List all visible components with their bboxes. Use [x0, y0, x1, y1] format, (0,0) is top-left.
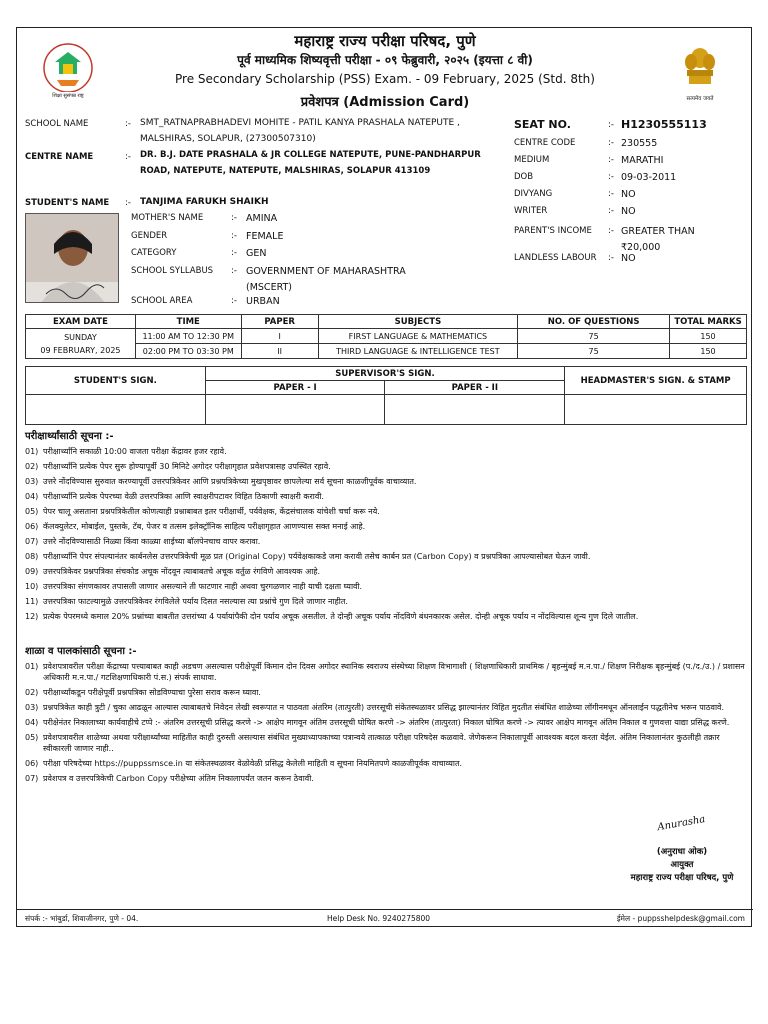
- instruction-item: [25, 551, 747, 562]
- instruction-text: परीक्षार्थ्यांकडून परीक्षेपूर्वी प्रश्नपत्रिका सोडविण्याचा पुरेसा सराव करून घ्यावा.: [43, 688, 261, 697]
- instruction-item: [25, 506, 747, 517]
- headmaster-sign-header: HEADMASTER'S SIGN. & STAMP: [565, 367, 747, 395]
- seat-detail-label: WRITER: [514, 206, 548, 216]
- instruction-text: प्रवेशपत्र व उत्तरपत्रिकेची Carbon Copy परीक्षेच्या अंतिम निकालापर्यंत जतन करून ठेवावी.: [43, 774, 314, 783]
- exam-schedule-table: [25, 314, 747, 359]
- separator: :-: [231, 213, 237, 223]
- seat-detail-label: PARENT'S INCOME: [514, 226, 592, 236]
- exam-date-cell: [26, 329, 136, 359]
- instruction-number: 02): [25, 688, 39, 697]
- separator: :-: [125, 198, 131, 208]
- seat-detail-value: NO: [621, 253, 636, 264]
- instruction-text: प्रत्येक पेपरमध्ये कमाल 20% प्रश्नांच्या बाबतीत उत्तरांच्या 4 पर्यायांपैकी दोन पर्याय अचूक असतील. ते दोन्ही अचूक पर्याय नोंदविणे बंधनकारक असेल. दोन्ही अचूक पर्याय न नोंदविल्यास शून्य गुण दिले जातील.: [43, 612, 639, 621]
- instruction-item: [25, 581, 747, 592]
- instruction-number: 02): [25, 462, 39, 471]
- instruction-number: 07): [25, 774, 39, 783]
- admission-card: [16, 27, 752, 927]
- student-detail-label: GENDER: [131, 231, 168, 241]
- student-name-value: TANJIMA FARUKH SHAIKH: [140, 197, 269, 207]
- student-detail-label: SCHOOL AREA: [131, 296, 193, 306]
- student-detail-value: URBAN: [246, 296, 280, 307]
- paper1-header: PAPER - I: [205, 381, 385, 395]
- header-subjects: SUBJECTS: [318, 315, 518, 329]
- separator: :-: [231, 248, 237, 258]
- instruction-item: [25, 661, 747, 683]
- instruction-number: 01): [25, 447, 39, 456]
- instruction-number: 04): [25, 718, 39, 727]
- separator: :-: [608, 172, 614, 182]
- instruction-text: परीक्षार्थ्यांनि प्रत्येक पेपर सुरू होण्यापूर्वी 30 मिनिटे अगोदर परीक्षागृहात प्रवेशपत्रासह उपस्थित रहावे.: [43, 462, 331, 471]
- instruction-item: [25, 536, 747, 547]
- instruction-item: [25, 717, 747, 728]
- seat-detail-label: DOB: [514, 172, 534, 182]
- paper2-header: PAPER - II: [385, 381, 565, 395]
- headmaster-sign-box: [565, 395, 747, 425]
- instruction-item: [25, 521, 747, 532]
- seat-detail-value: NO: [621, 189, 636, 200]
- instruction-number: 09): [25, 567, 39, 576]
- student-name-label: STUDENT'S NAME: [25, 198, 110, 208]
- instruction-text: परीक्षेनंतर निकालाच्या कार्यवाहीचे टप्पे :- अंतरिम उत्तरसूची प्रसिद्ध करणे -> आक्षेप मागवून अंतिम उत्तरसूची घोषित करणे -> अंतरिम (तात्पुरता) निकाल घोषित करणे -> त्यावर आक्षेप मागवून अंतिम निकाल व गुणवत्ता याद्या प्रसिद्ध करणे.: [43, 718, 730, 727]
- instruction-text: परीक्षार्थ्यांनि सकाळी 10:00 वाजता परीक्षा केंद्रावर हजर रहावे.: [43, 447, 227, 456]
- student-instructions-heading: परीक्षार्थ्यांसाठी सूचना :-: [25, 431, 114, 442]
- centre-name-value: DR. B.J. DATE PRASHALA & JR COLLEGE NATEPUTE, PUNE-PANDHARPUR ROAD, NATEPUTE, NATEPUTE, MALSHIRAS, SOLAPUR 413109: [140, 150, 481, 176]
- instruction-text: कॅलक्युलेटर, मोबाईल, पुस्तके, टॅब, पेजर व तत्सम इलेक्ट्रॉनिक साहित्य परीक्षागृहात आणण्यास सक्त मनाई आहे.: [43, 522, 366, 531]
- instruction-text: परीक्षार्थ्यांनि प्रत्येक पेपरच्या वेळी उत्तरपत्रिका आणि स्वाक्षरीपटावर विहित ठिकाणी स्वाक्षरी करावी.: [43, 492, 324, 501]
- instruction-number: 03): [25, 703, 39, 712]
- instruction-item: [25, 476, 747, 487]
- footer-email: ईमेल - puppsshelpdesk@gmail.com: [616, 914, 745, 923]
- instruction-text: पेपर चालू असताना प्रश्नपत्रिकेतील कोणत्याही प्रश्नाबाबत इतर परीक्षार्थी, पर्यवेक्षक, केंद्रसंचालक यांचेशी चर्चा करू नये.: [43, 507, 380, 516]
- student-photo: [25, 213, 119, 303]
- separator: :-: [125, 152, 131, 162]
- seat-detail-value: 09-03-2011: [621, 172, 677, 183]
- logo-motto: शिक्षा सुसंपन्न राष्ट्र: [52, 93, 84, 99]
- instruction-number: 03): [25, 477, 39, 486]
- header-questions: NO. OF QUESTIONS: [518, 315, 670, 329]
- separator: :-: [231, 296, 237, 306]
- instruction-item: [25, 732, 747, 754]
- authority-signature: Anurasha: [656, 813, 707, 834]
- instruction-number: 05): [25, 507, 39, 516]
- instruction-item: [25, 758, 747, 769]
- instruction-text: प्रवेशपत्रावरील शाळेच्या अथवा परीक्षार्थ्यांच्या माहितीत काही दुरुस्ती असल्यास संबंधित मुख्याध्यापकाच्या पत्रान्वये तात्काळ परीक्षा परिषदेस कळवावे. जेणेकरून निकालापूर्वी आवश्यक बदल करता येईल. अंतिम निकालानंतर कुठलीही तक्रार स्वीकारली जाणार नाही..: [43, 733, 720, 753]
- emblem-caption: सत्यमेव जयते: [686, 96, 714, 102]
- card-title: प्रवेशपत्र (Admission Card): [300, 95, 470, 110]
- instruction-item: [25, 446, 747, 457]
- separator: :-: [608, 155, 614, 165]
- seat-detail-value: 230555: [621, 138, 658, 149]
- separator: :-: [608, 189, 614, 199]
- instruction-number: 04): [25, 492, 39, 501]
- paper2-sign-box: [385, 395, 565, 425]
- seat-no-label: SEAT NO.: [514, 118, 571, 131]
- header-exam-date: EXAM DATE: [26, 315, 136, 329]
- separator: :-: [608, 138, 614, 148]
- instruction-number: 11): [25, 597, 39, 606]
- student-detail-label: SCHOOL SYLLABUS: [131, 266, 214, 276]
- seat-no-value: H1230555113: [621, 118, 707, 131]
- exam-date: 09 FEBRUARY, 2025: [40, 345, 121, 355]
- authority-name: (अनुराधा ओक): [656, 847, 708, 857]
- student-instructions: [25, 428, 747, 622]
- school-name-label: SCHOOL NAME: [25, 119, 89, 129]
- paper1-sign-box: [205, 395, 385, 425]
- student-sign-header: STUDENT'S SIGN.: [26, 367, 206, 395]
- separator: :-: [231, 266, 237, 276]
- separator: :-: [608, 206, 614, 216]
- separator: :-: [608, 253, 614, 263]
- student-detail-value: AMINA: [246, 213, 278, 224]
- seat-detail-value: GREATER THAN ₹20,000: [621, 226, 695, 253]
- questions-cell: 75: [518, 329, 670, 344]
- student-detail-value: GOVERNMENT OF MAHARASHTRA (MSCERT): [246, 266, 406, 293]
- authority-title: आयुक्त: [670, 860, 694, 870]
- student-detail-value: GEN: [246, 248, 267, 259]
- instruction-number: 07): [25, 537, 39, 546]
- instruction-text: उत्तरपत्रिका संगणकावर तपासली जाणार असल्याने ती फाटणार नाही अथवा चुरगळणार नाही याची दक्षता घ्यावी.: [43, 582, 363, 591]
- header-time: TIME: [135, 315, 241, 329]
- seat-detail-label: CENTRE CODE: [514, 138, 576, 148]
- instruction-item: [25, 596, 747, 607]
- exam-day: SUNDAY: [64, 332, 97, 342]
- exam-title-marathi: पूर्व माध्यमिक शिष्यवृत्ती परीक्षा - ०९ फेब्रुवारी, २०२५ (इयत्ता ८ वी): [237, 53, 533, 67]
- instruction-number: 05): [25, 733, 39, 742]
- separator: :-: [125, 119, 131, 129]
- paper-cell: I: [241, 329, 318, 344]
- separator: :-: [608, 120, 614, 130]
- instruction-text: उत्तरे नोंदविण्यासाठी निळ्या किंवा काळ्या शाईच्या बॉलपेनचाच वापर करावा.: [43, 537, 261, 546]
- time-cell: 02:00 PM TO 03:30 PM: [135, 344, 241, 359]
- exam-title-english: Pre Secondary Scholarship (PSS) Exam. - 09 February, 2025 (Std. 8th): [175, 72, 595, 86]
- subjects-cell: THIRD LANGUAGE & INTELLIGENCE TEST: [318, 344, 518, 359]
- instruction-number: 12): [25, 612, 39, 621]
- instruction-item: [25, 702, 747, 713]
- subjects-cell: FIRST LANGUAGE & MATHEMATICS: [318, 329, 518, 344]
- school-instructions-heading: शाळा व पालकांसाठी सूचना :-: [25, 646, 137, 657]
- instruction-item: [25, 687, 747, 698]
- header-paper: PAPER: [241, 315, 318, 329]
- marks-cell: 150: [670, 344, 747, 359]
- separator: :-: [608, 226, 614, 236]
- footer-helpdesk: Help Desk No. 9240275800: [327, 914, 431, 923]
- instruction-text: परीक्षा परिषदेच्या https://puppssmsce.in या संकेतस्थळावर वेळोवेळी प्रसिद्ध केलेली माहिती व सूचना नियमितपणे काळजीपूर्वक वाचाव्यात.: [43, 759, 463, 768]
- board-name: महाराष्ट्र राज्य परीक्षा परिषद, पुणे: [294, 32, 476, 50]
- instruction-text: उत्तरपत्रिका फाटल्यामुळे उत्तरपत्रिकेवर रंगविलेले पर्याय दिसत नसल्यास त्या प्रश्नांचे गुण दिले जाणार नाहीत.: [43, 597, 348, 606]
- questions-cell: 75: [518, 344, 670, 359]
- seat-detail-label: LANDLESS LABOUR: [514, 253, 597, 263]
- school-instructions: [25, 643, 747, 784]
- instruction-text: प्रवेशपत्रावरील परीक्षा केंद्राच्या पत्त्याबाबत काही अडचण असल्यास परीक्षेपूर्वी किमान दोन दिवस अगोदर स्थानिक स्वराज्य संस्थेच्या शिक्षण विभागाशी ( शिक्षणाधिकारी प्राथमिक / बृहन्मुंबई म.न.पा./ शिक्षण निरीक्षक बृहन्मुंबई (प./द./उ.) / प्रशासन अधिकारी म.न.पा./ गटशिक्षणाधिकारी पं.स.) संपर्क साधावा.: [43, 662, 745, 682]
- time-cell: 11:00 AM TO 12:30 PM: [135, 329, 241, 344]
- footer: [17, 909, 753, 928]
- instruction-number: 08): [25, 552, 39, 561]
- instruction-text: परीक्षार्थ्यांनि पेपर संपल्यानंतर कार्बनलेस उत्तरपत्रिकेची मूळ प्रत (Original Copy) पर्यवेक्षकाकडे जमा करावी तसेच कार्बन प्रत (Carbon Copy) व प्रश्नपत्रिका आपल्यासोबत घेऊन जावी.: [43, 552, 591, 561]
- instruction-item: [25, 773, 747, 784]
- instruction-text: उत्तरे नोंदविण्यास सुरुवात करण्यापूर्वी उत्तरपत्रिकेवर आणि प्रश्नपत्रिकेच्या मुखपृष्ठावर छापलेल्या सर्व सूचना काळजीपूर्वक वाचाव्यात.: [43, 477, 417, 486]
- student-detail-value: FEMALE: [246, 231, 284, 242]
- table-row: [26, 329, 747, 344]
- separator: :-: [231, 231, 237, 241]
- instruction-number: 01): [25, 662, 39, 671]
- seat-detail-label: DIVYANG: [514, 189, 553, 199]
- instruction-item: [25, 566, 747, 577]
- instruction-item: [25, 611, 747, 622]
- student-detail-label: CATEGORY: [131, 248, 177, 258]
- instruction-item: [25, 461, 747, 472]
- instruction-text: उत्तरपत्रिकेवर प्रश्नपत्रिका संचकोड अचूक नोंदवून त्याबाबतचे अचूक वर्तुळ रंगविणे आवश्यक आहे.: [43, 567, 321, 576]
- seat-detail-label: MEDIUM: [514, 155, 550, 165]
- footer-address: संपर्क :- भांबुर्डा, शिवाजीनगर, पुणे - 04.: [25, 914, 139, 923]
- student-sign-box: [26, 395, 206, 425]
- signature-table: [25, 366, 747, 425]
- instruction-text: प्रश्नपत्रिकेत काही त्रुटी / चुका आढळून आल्यास त्याबाबतचे निवेदन लेखी स्वरूपात न पाठवता अंतरिम (तात्पुरती) उत्तरसूची संकेतस्थळावर प्रसिद्ध झाल्यानंतर विहित मुदतीत संबंधित शाळेच्या लॉगीनमधून ऑनलाईन पद्धतीनेच भरून पाठवावे.: [43, 703, 725, 712]
- school-name-value: SMT_RATNAPRABHADEVI MOHITE - PATIL KANYA PRASHALA NATEPUTE , MALSHIRAS, SOLAPUR, (27300507310): [140, 118, 460, 144]
- instruction-number: 10): [25, 582, 39, 591]
- authority-block: [617, 813, 747, 883]
- seat-detail-value: NO: [621, 206, 636, 217]
- supervisor-sign-header: SUPERVISOR'S SIGN.: [205, 367, 564, 381]
- authority-org: महाराष्ट्र राज्य परीक्षा परिषद, पुणे: [630, 873, 734, 883]
- paper-cell: II: [241, 344, 318, 359]
- student-detail-label: MOTHER'S NAME: [131, 213, 204, 223]
- seat-detail-value: MARATHI: [621, 155, 664, 166]
- instruction-item: [25, 491, 747, 502]
- instruction-number: 06): [25, 522, 39, 531]
- header-total-marks: TOTAL MARKS: [670, 315, 747, 329]
- instruction-number: 06): [25, 759, 39, 768]
- marks-cell: 150: [670, 329, 747, 344]
- centre-name-label: CENTRE NAME: [25, 152, 94, 162]
